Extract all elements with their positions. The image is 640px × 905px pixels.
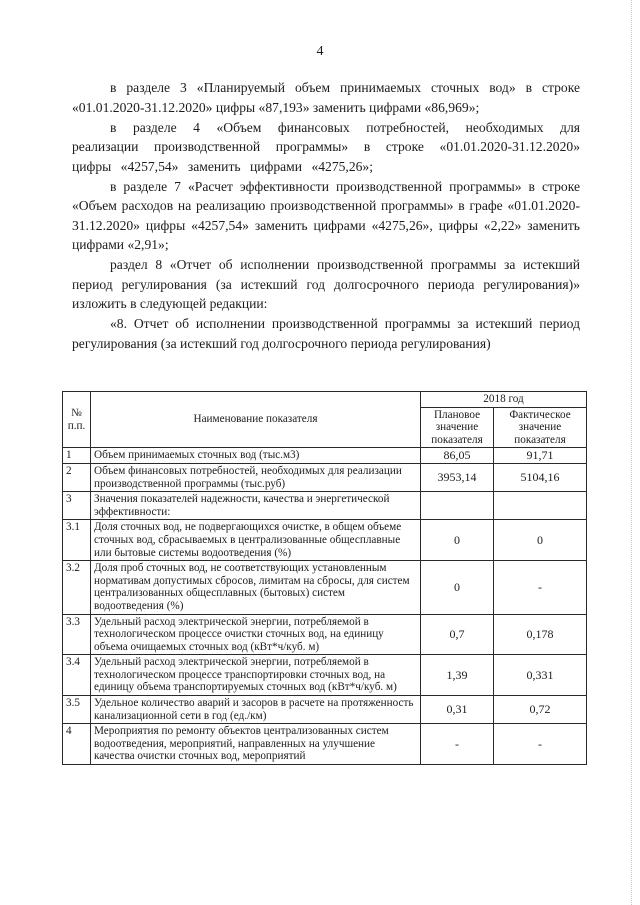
- row-num: 1: [63, 448, 91, 464]
- table-row: [63, 520, 587, 561]
- row-actual: 0: [494, 520, 587, 561]
- row-planned: 1,39: [421, 655, 494, 696]
- row-num: 4: [63, 724, 91, 765]
- table-row: [63, 561, 587, 614]
- row-planned: 0: [421, 520, 494, 561]
- header-year: 2018 год: [421, 392, 587, 408]
- table-row: [63, 463, 587, 491]
- row-planned: -: [421, 724, 494, 765]
- report-table-wrapper: [62, 391, 586, 765]
- paragraph-section-8: раздел 8 «Отчет об исполнении производственной программы за истекший период регулирования (за истекший год долгосрочного периода регулирования)» изложить в следующей редакции:: [72, 257, 580, 311]
- row-planned: 0,7: [421, 614, 494, 655]
- row-actual: -: [494, 561, 587, 614]
- row-name: Удельный расход электрической энергии, потребляемой в технологическом процессе транспортировки сточных вод, на единицу объема транспортируемых сточных вод (кВт*ч/куб. м): [91, 655, 421, 696]
- row-planned: 3953,14: [421, 463, 494, 491]
- row-name: Удельный расход электрической энергии, потребляемой в технологическом процессе очистки сточных вод, на единицу объема очищаемых сточных вод (кВт*ч/куб. м): [91, 614, 421, 655]
- table-row: [63, 696, 587, 724]
- row-num: 3.2: [63, 561, 91, 614]
- row-name: Мероприятия по ремонту объектов централизованных систем водоотведения, мероприятий, направленных на улучшение качества очистки сточных вод, мероприятий: [91, 724, 421, 765]
- row-planned: 86,05: [421, 448, 494, 464]
- table-row: [63, 724, 587, 765]
- row-planned: [421, 492, 494, 520]
- row-planned: 0,31: [421, 696, 494, 724]
- header-planned: Плановое значение показателя: [421, 407, 494, 448]
- row-name: Объем принимаемых сточных вод (тыс.м3): [91, 448, 421, 464]
- row-actual: 0,72: [494, 696, 587, 724]
- paragraph-section-4: в разделе 4 «Объем финансовых потребностей, необходимых для реализации производственной программы» в строке «01.01.2020-31.12.2020» цифры «4257,54» заменить цифрами «4275,26»;: [72, 119, 580, 174]
- row-num: 3.5: [63, 696, 91, 724]
- table-row: [63, 655, 587, 696]
- paragraph-report-title: «8. Отчет об исполнении производственной программы за истекший период регулирования (за истекший год долгосрочного периода регулирования): [72, 316, 580, 351]
- row-actual: 91,71: [494, 448, 587, 464]
- header-num: № п.п.: [63, 392, 91, 448]
- paragraph-section-7: в разделе 7 «Расчет эффективности производственной программы» в строке «Объем расходов на реализацию производственной программы» в графе «01.01.2020-31.12.2020» цифры «4257,54» заменить цифрами «4275,26», цифры «2,22» заменить цифрами «2,91»;: [72, 178, 580, 252]
- scan-edge-marks: [631, 0, 640, 905]
- row-name: Значения показателей надежности, качества и энергетической эффективности:: [91, 492, 421, 520]
- table-header-row: [63, 392, 587, 408]
- row-num: 3.1: [63, 520, 91, 561]
- row-planned: 0: [421, 561, 494, 614]
- row-name: Удельное количество аварий и засоров в расчете на протяженность канализационной сети в год (ед./км): [91, 696, 421, 724]
- row-name: Доля проб сточных вод, не соответствующих установленным нормативам допустимых сбросов, лимитам на сбросы, для систем централизованных общесплавных (бытовых) систем водоотведения (%): [91, 561, 421, 614]
- row-actual: -: [494, 724, 587, 765]
- row-actual: 5104,16: [494, 463, 587, 491]
- row-num: 3: [63, 492, 91, 520]
- row-name: Доля сточных вод, не подвергающихся очистке, в общем объеме сточных вод, сбрасываемых в централизованные общесплавные или бытовые системы водоотведения (%): [91, 520, 421, 561]
- row-actual: 0,178: [494, 614, 587, 655]
- row-num: 2: [63, 463, 91, 491]
- row-num: 3.4: [63, 655, 91, 696]
- report-table: [62, 391, 587, 765]
- page-number: 4: [316, 44, 324, 59]
- header-actual: Фактическое значение показателя: [494, 407, 587, 448]
- row-num: 3.3: [63, 614, 91, 655]
- table-row: [63, 614, 587, 655]
- paragraph-section-3: в разделе 3 «Планируемый объем принимаемых сточных вод» в строке «01.01.2020-31.12.2020» цифры «87,193» заменить цифрами «86,969»;: [72, 80, 580, 115]
- document-body: [72, 78, 580, 354]
- table-row: [63, 492, 587, 520]
- row-actual: 0,331: [494, 655, 587, 696]
- row-name: Объем финансовых потребностей, необходимых для реализации производственной программы (тыс.руб): [91, 463, 421, 491]
- row-actual: [494, 492, 587, 520]
- table-row: [63, 448, 587, 464]
- header-name: Наименование показателя: [91, 392, 421, 448]
